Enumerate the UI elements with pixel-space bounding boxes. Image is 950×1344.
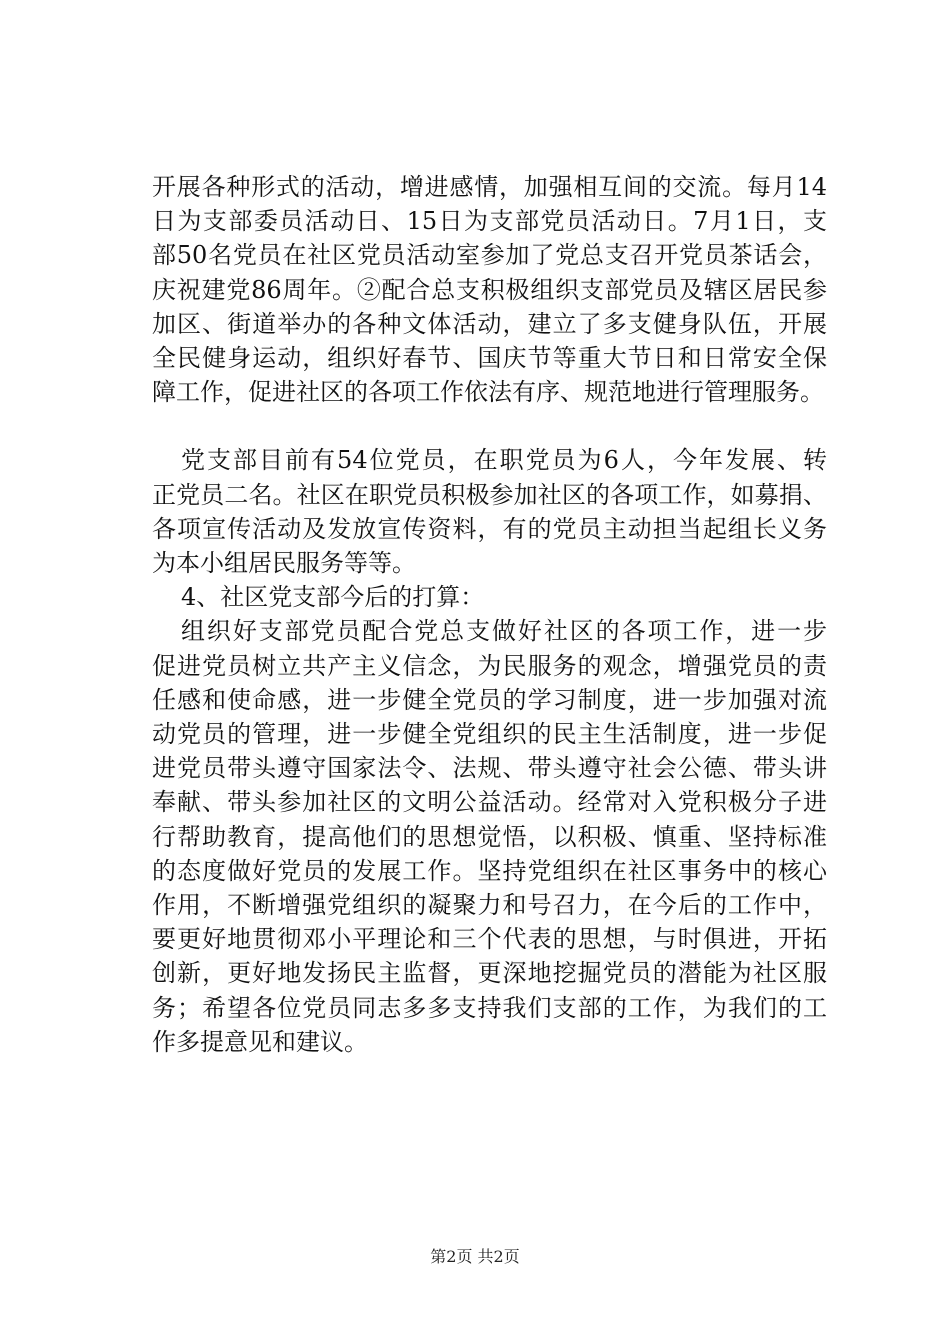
text-line: 庆祝建党86周年。②配合总支积极组织支部党员及辖区居民参 <box>152 275 827 304</box>
text-line: 开展各种形式的活动，增进感情，加强相互间的交流。每月14 <box>152 173 827 201</box>
text-line: 要更好地贯彻邓小平理论和三个代表的思想，与时俱进，开拓 <box>152 925 827 954</box>
text-line: 动党员的管理，进一步健全党组织的民主生活制度，进一步促 <box>152 720 827 749</box>
text-line: 创新，更好地发扬民主监督，更深地挖掘党员的潜能为社区服 <box>152 959 827 988</box>
text-line: 全民健身运动，组织好春节、国庆节等重大节日和日常安全保 <box>152 344 827 373</box>
text-line: 日为支部委员活动日、15日为支部党员活动日。7月1日，支 <box>152 207 827 236</box>
text-line: 部50名党员在社区党员活动室参加了党总支召开党员茶话会， <box>152 241 827 270</box>
text-line: 务；希望各位党员同志多多支持我们支部的工作，为我们的工 <box>152 993 827 1022</box>
text-line: 正党员二名。社区在职党员积极参加社区的各项工作，如募捐、 <box>152 480 827 509</box>
text-line: 行帮助教育，提高他们的思想觉悟，以积极、慎重、坚持标准 <box>152 822 827 851</box>
paragraph-gap <box>152 409 827 443</box>
text-line: 进党员带头遵守国家法令、法规、带头遵守社会公德、带头讲 <box>152 754 827 783</box>
text-line: 奉献、带头参加社区的文明公益活动。经常对入党积极分子进 <box>152 788 827 817</box>
text-line: 为本小组居民服务等等。 <box>152 549 416 578</box>
section-heading-plans: 4、社区党支部今后的打算： <box>181 583 485 612</box>
page-number: 第2页 共2页 <box>430 1247 520 1266</box>
text-line: 促进党员树立共产主义信念，为民服务的观念，增强党员的责 <box>152 651 827 680</box>
paragraph-plans <box>152 614 827 1059</box>
text-line: 组织好支部党员配合党总支做好社区的各项工作，进一步 <box>181 617 827 646</box>
text-line: 各项宣传活动及发放宣传资料，有的党员主动担当起组长义务 <box>152 514 827 543</box>
document-body <box>152 170 827 1059</box>
text-line: 作多提意见和建议。 <box>152 1027 368 1056</box>
paragraph-members <box>152 443 827 580</box>
text-line: 障工作，促进社区的各项工作依法有序、规范地进行管理服务。 <box>152 378 824 407</box>
text-line: 的态度做好党员的发展工作。坚持党组织在社区事务中的核心 <box>152 856 827 885</box>
text-line: 党支部目前有54位党员，在职党员为6人，今年发展、转 <box>181 446 827 475</box>
text-line: 作用，不断增强党组织的凝聚力和号召力，在今后的工作中， <box>152 891 827 920</box>
text-line: 任感和使命感，进一步健全党员的学习制度，进一步加强对流 <box>152 685 827 714</box>
text-line: 加区、街道举办的各种文体活动，建立了多支健身队伍，开展 <box>152 309 827 338</box>
paragraph-activities <box>152 170 827 409</box>
